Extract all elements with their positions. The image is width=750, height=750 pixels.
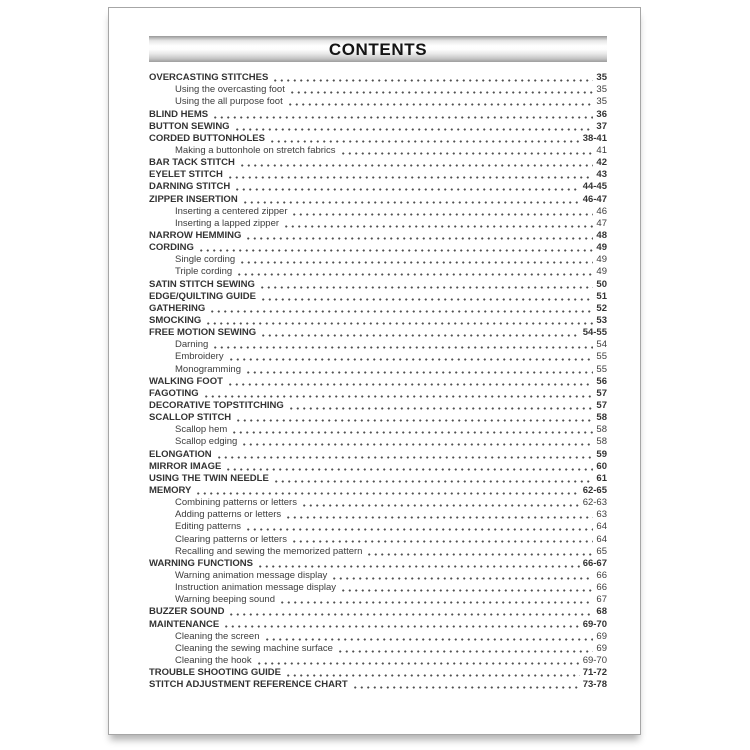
toc-row <box>149 229 607 241</box>
toc-entry-label: BUZZER SOUND <box>149 606 225 618</box>
toc-entry-label: Using the overcasting foot <box>175 84 285 96</box>
toc-entry-page: 66-67 <box>582 557 607 569</box>
dot-leader <box>287 102 594 106</box>
toc-row <box>149 387 607 399</box>
toc-entry-label: FREE MOTION SEWING <box>149 327 257 339</box>
toc-entry-label: CORDING <box>149 242 194 254</box>
dot-leader <box>283 224 593 228</box>
toc-entry-label: Recalling and sewing the memorized pattern <box>175 545 363 557</box>
dot-leader <box>245 236 593 240</box>
toc-row <box>149 447 607 459</box>
dot-leader <box>288 406 594 410</box>
toc-entry-label: Cleaning the hook <box>175 654 252 666</box>
toc-entry-page: 58 <box>596 436 607 448</box>
toc-row <box>149 107 607 119</box>
toc-entry-label: Combining patterns or letters <box>175 497 297 509</box>
toc-row <box>149 205 607 217</box>
toc-entry-page: 65 <box>596 545 607 557</box>
dot-leader <box>205 321 593 325</box>
toc-row <box>149 192 607 204</box>
dot-leader <box>301 503 580 507</box>
toc-row <box>149 520 607 532</box>
toc-entry-label: SCALLOP STITCH <box>149 412 232 424</box>
toc-entry-page: 52 <box>596 302 607 314</box>
toc-entry-label: Instruction animation message display <box>175 582 337 594</box>
toc-entry-label: ELONGATION <box>149 448 212 460</box>
toc-entry-page: 67 <box>596 594 607 606</box>
dot-leader <box>331 576 593 580</box>
toc-row <box>149 399 607 411</box>
contents-title-bar <box>149 36 607 62</box>
toc-entry-label: FAGOTING <box>149 387 199 399</box>
toc-row <box>149 642 607 654</box>
dot-leader <box>231 430 593 434</box>
toc-entry-page: 69 <box>596 630 607 642</box>
dot-leader <box>216 455 594 459</box>
toc-row <box>149 508 607 520</box>
toc-row <box>149 581 607 593</box>
toc-row <box>149 144 607 156</box>
toc-entry-label: Editing patterns <box>175 521 242 533</box>
dot-leader <box>289 90 594 94</box>
dot-leader <box>352 685 580 689</box>
dot-leader <box>337 649 594 653</box>
toc-entry-page: 60 <box>596 460 607 472</box>
toc-entry-page: 66 <box>596 569 607 581</box>
toc-entry-page: 36 <box>596 108 607 120</box>
dot-leader <box>260 297 593 301</box>
toc-row <box>149 217 607 229</box>
toc-entry-label: STITCH ADJUSTMENT REFERENCE CHART <box>149 679 348 691</box>
dot-leader <box>198 248 594 252</box>
toc-entry-page: 58 <box>596 412 607 424</box>
toc-entry-page: 44-45 <box>582 181 607 193</box>
toc-entry-page: 64 <box>596 533 607 545</box>
toc-entry-label: Adding patterns or letters <box>175 509 282 521</box>
toc-row <box>149 496 607 508</box>
dot-leader <box>234 187 579 191</box>
toc-entry-page: 56 <box>596 375 607 387</box>
toc-row <box>149 277 607 289</box>
dot-leader <box>228 357 594 361</box>
toc-row <box>149 83 607 95</box>
toc-entry-page: 37 <box>596 120 607 132</box>
dot-leader <box>259 285 594 289</box>
toc-row <box>149 557 607 569</box>
toc-entry-label: DARNING STITCH <box>149 181 231 193</box>
toc-entry-page: 35 <box>596 72 607 84</box>
toc-entry-page: 68 <box>596 606 607 618</box>
toc-entry-page: 49 <box>596 242 607 254</box>
toc-entry-label: OVERCASTING STITCHES <box>149 72 269 84</box>
dot-leader <box>239 163 594 167</box>
toc-entry-label: Scallop hem <box>175 424 228 436</box>
toc-row <box>149 71 607 83</box>
toc-entry-page: 55 <box>596 351 607 363</box>
dot-leader <box>242 200 580 204</box>
toc-entry-page: 48 <box>596 230 607 241</box>
toc-entry-label: BUTTON SEWING <box>149 120 230 132</box>
page-title: CONTENTS <box>328 40 428 59</box>
toc-row <box>149 544 607 556</box>
toc-entry-page: 63 <box>596 509 607 521</box>
toc-entry-page: 69 <box>596 642 607 654</box>
dot-leader <box>291 539 593 543</box>
toc-row <box>149 156 607 168</box>
dot-leader <box>236 272 593 276</box>
dot-leader <box>223 624 579 628</box>
toc-entry-label: MIRROR IMAGE <box>149 460 222 472</box>
dot-leader <box>273 479 594 483</box>
toc-row <box>149 605 607 617</box>
toc-entry-label: GATHERING <box>149 302 206 314</box>
toc-entry-page: 46-47 <box>582 193 607 205</box>
toc-entry-label: NARROW HEMMING <box>149 230 242 241</box>
toc-row <box>149 180 607 192</box>
dot-leader <box>209 309 593 313</box>
dot-leader <box>272 78 593 82</box>
toc-entry-page: 64 <box>596 521 607 533</box>
toc-entry-label: ZIPPER INSERTION <box>149 193 238 205</box>
page-content <box>109 8 640 734</box>
toc-entry-page: 59 <box>596 448 607 460</box>
toc-entry-page: 66 <box>596 582 607 594</box>
toc-entry-label: TROUBLE SHOOTING GUIDE <box>149 667 281 679</box>
toc-row <box>149 484 607 496</box>
toc-entry-page: 57 <box>596 399 607 411</box>
toc-entry-page: 62-65 <box>582 484 607 496</box>
toc-entry-label: Cleaning the screen <box>175 630 260 642</box>
toc-row <box>149 302 607 314</box>
dot-leader <box>234 127 594 131</box>
dot-leader <box>227 382 594 386</box>
dot-leader <box>256 661 580 665</box>
toc-entry-label: EDGE/QUILTING GUIDE <box>149 290 256 302</box>
toc-entry-label: Warning beeping sound <box>175 594 275 606</box>
toc-entry-page: 49 <box>596 254 607 266</box>
dot-leader <box>245 370 593 374</box>
toc-row <box>149 253 607 265</box>
toc-entry-page: 57 <box>596 387 607 399</box>
toc-entry-page: 54 <box>596 339 607 351</box>
toc-entry-page: 47 <box>596 217 607 229</box>
dot-leader <box>260 333 580 337</box>
toc-entry-page: 54-55 <box>582 327 607 339</box>
toc-entry-label: Clearing patterns or letters <box>175 533 287 545</box>
toc-entry-page: 71-72 <box>582 667 607 679</box>
toc-entry-label: WALKING FOOT <box>149 375 223 387</box>
toc-row <box>149 654 607 666</box>
toc-row <box>149 168 607 180</box>
toc-entry-label: MEMORY <box>149 484 192 496</box>
toc-entry-label: Warning animation message display <box>175 569 328 581</box>
dot-leader <box>212 115 593 119</box>
dot-leader <box>257 564 580 568</box>
toc-entry-label: MAINTENANCE <box>149 618 220 630</box>
toc-entry-label: USING THE TWIN NEEDLE <box>149 472 269 484</box>
dot-leader <box>279 600 593 604</box>
toc-row <box>149 95 607 107</box>
toc-row <box>149 460 607 472</box>
toc-entry-page: 43 <box>596 169 607 181</box>
dot-leader <box>291 212 593 216</box>
dot-leader <box>203 394 594 398</box>
toc-entry-label: BLIND HEMS <box>149 108 209 120</box>
toc-entry-page: 35 <box>596 84 607 96</box>
toc-entry-label: SATIN STITCH SEWING <box>149 278 255 290</box>
dot-leader <box>239 260 593 264</box>
toc-row <box>149 435 607 447</box>
dot-leader <box>241 442 593 446</box>
toc-row <box>149 132 607 144</box>
toc-row <box>149 532 607 544</box>
toc-row <box>149 678 607 690</box>
toc-row <box>149 593 607 605</box>
toc-row <box>149 666 607 678</box>
toc-entry-label: WARNING FUNCTIONS <box>149 557 253 569</box>
toc-entry-label: SMOCKING <box>149 314 202 326</box>
dot-leader <box>195 491 579 495</box>
toc-entry-label: Making a buttonhole on stretch fabrics <box>175 145 336 157</box>
dot-leader <box>212 345 593 349</box>
toc-row <box>149 241 607 253</box>
toc-row <box>149 338 607 350</box>
dot-leader <box>245 527 593 531</box>
toc-entry-page: 69-70 <box>582 618 607 630</box>
toc-row <box>149 120 607 132</box>
toc-entry-label: Cleaning the sewing machine surface <box>175 642 333 654</box>
toc-row <box>149 617 607 629</box>
dot-leader <box>285 673 580 677</box>
toc-entry-label: Monogramming <box>175 363 241 375</box>
toc-entry-page: 58 <box>596 424 607 436</box>
toc-entry-label: Darning <box>175 339 209 351</box>
toc-entry-page: 61 <box>596 472 607 484</box>
toc-entry-page: 62-63 <box>582 497 607 509</box>
toc-entry-label: Inserting a centered zipper <box>175 205 288 217</box>
dot-leader <box>269 139 580 143</box>
dot-leader <box>285 515 593 519</box>
toc-entry-page: 41 <box>596 145 607 157</box>
toc-row <box>149 326 607 338</box>
toc-entry-label: Inserting a lapped zipper <box>175 217 280 229</box>
toc-entry-page: 38-41 <box>582 132 607 144</box>
toc-entry-label: DECORATIVE TOPSTITCHING <box>149 399 284 411</box>
dot-leader <box>264 637 594 641</box>
toc-row <box>149 411 607 423</box>
toc-row <box>149 423 607 435</box>
toc-entry-label: Embroidery <box>175 351 224 363</box>
dot-leader <box>227 175 594 179</box>
toc-entry-label: BAR TACK STITCH <box>149 157 235 169</box>
toc-row <box>149 362 607 374</box>
dot-leader <box>366 552 593 556</box>
toc-entry-page: 35 <box>596 96 607 108</box>
manual-page <box>108 7 641 735</box>
toc-entry-page: 49 <box>596 266 607 278</box>
toc-row <box>149 472 607 484</box>
dot-leader <box>228 612 593 616</box>
toc-entry-label: CORDED BUTTONHOLES <box>149 132 265 144</box>
toc-row <box>149 314 607 326</box>
toc-entry-page: 55 <box>596 363 607 375</box>
toc-entry-page: 69-70 <box>582 654 607 666</box>
toc-entry-page: 42 <box>596 157 607 169</box>
toc-entry-page: 46 <box>596 205 607 217</box>
toc-row <box>149 350 607 362</box>
toc-entry-label: Using the all purpose foot <box>175 96 283 108</box>
toc-entry-label: Single cording <box>175 254 236 266</box>
toc-entry-label: Triple cording <box>175 266 233 278</box>
toc-entry-label: EYELET STITCH <box>149 169 223 181</box>
toc-entry-page: 50 <box>596 278 607 290</box>
toc-entry-label: Scallop edging <box>175 436 238 448</box>
dot-leader <box>235 418 593 422</box>
toc-row <box>149 629 607 641</box>
toc-row <box>149 265 607 277</box>
toc-row <box>149 569 607 581</box>
dot-leader <box>340 151 594 155</box>
toc-entry-page: 53 <box>596 314 607 326</box>
toc-row <box>149 290 607 302</box>
toc-entry-page: 73-78 <box>582 679 607 691</box>
toc-entry-page: 51 <box>596 290 607 302</box>
toc-row <box>149 375 607 387</box>
dot-leader <box>340 588 593 592</box>
toc-list <box>149 71 607 690</box>
dot-leader <box>225 467 593 471</box>
